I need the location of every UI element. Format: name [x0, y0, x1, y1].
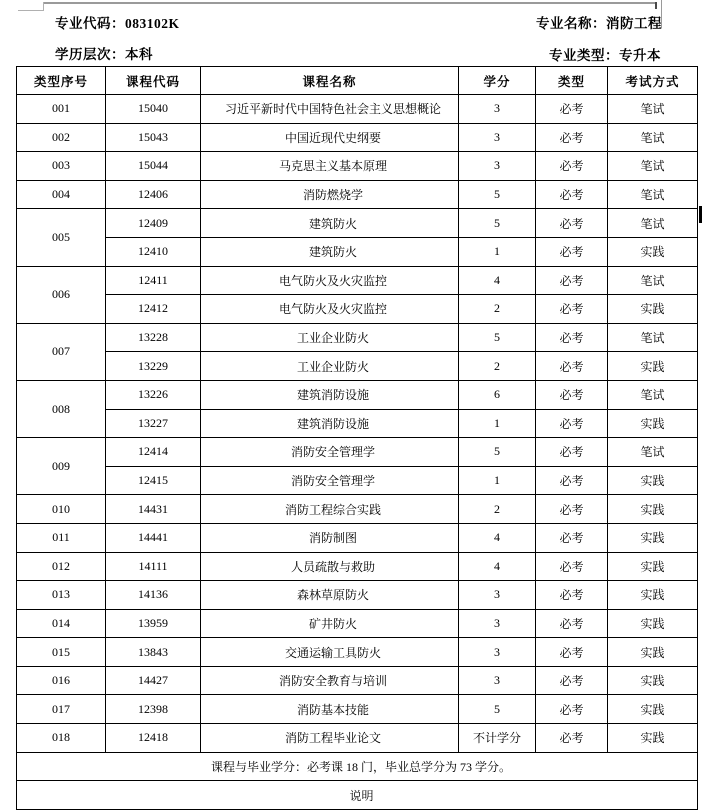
cell-course-code: 12411	[106, 266, 201, 295]
cell-group-no: 004	[17, 180, 106, 209]
cell-course-code: 13226	[106, 380, 201, 409]
table-row	[17, 180, 698, 209]
cell-course-name: 建筑防火	[201, 209, 459, 238]
page-frame-right-tick	[655, 2, 657, 9]
major-code-label: 专业代码：	[55, 16, 125, 31]
table-row	[17, 695, 698, 724]
cell-type: 必考	[536, 523, 608, 552]
cell-course-code: 14427	[106, 666, 201, 695]
cell-course-code: 12406	[106, 180, 201, 209]
cell-type: 必考	[536, 438, 608, 467]
major-code-field	[55, 12, 180, 32]
cell-exam: 笔试	[608, 95, 698, 124]
major-name-value: 消防工程	[606, 16, 662, 31]
cell-type: 必考	[536, 495, 608, 524]
table-row	[17, 495, 698, 524]
col-header-exam-method: 考试方式	[608, 67, 698, 95]
cell-credits: 5	[459, 695, 536, 724]
cell-exam: 笔试	[608, 438, 698, 467]
cell-course-name: 工业企业防火	[201, 352, 459, 381]
cell-course-name: 人员疏散与救助	[201, 552, 459, 581]
table-row	[17, 123, 698, 152]
cell-course-code: 13843	[106, 638, 201, 667]
col-header-credits: 学分	[459, 67, 536, 95]
cell-exam: 笔试	[608, 266, 698, 295]
cell-type: 必考	[536, 380, 608, 409]
table-row	[17, 209, 698, 238]
table-row	[17, 95, 698, 124]
major-name-label: 专业名称：	[536, 16, 606, 31]
cell-exam: 笔试	[608, 380, 698, 409]
cell-exam: 实践	[608, 466, 698, 495]
table-row	[17, 466, 698, 495]
table-header-row	[17, 67, 698, 95]
cell-course-code: 12412	[106, 295, 201, 324]
cell-course-code: 15040	[106, 95, 201, 124]
col-header-type: 类型	[536, 67, 608, 95]
cell-group-no: 010	[17, 495, 106, 524]
major-name-field	[536, 12, 662, 32]
cell-group-no: 013	[17, 581, 106, 610]
cell-course-code: 12414	[106, 438, 201, 467]
cell-credits: 3	[459, 152, 536, 181]
cell-type: 必考	[536, 323, 608, 352]
col-header-course-name: 课程名称	[201, 67, 459, 95]
cell-exam: 实践	[608, 724, 698, 753]
major-type-value: 专升本	[619, 48, 661, 63]
cell-credits: 2	[459, 295, 536, 324]
cell-credits: 4	[459, 523, 536, 552]
cell-credits: 3	[459, 95, 536, 124]
cell-course-name: 建筑防火	[201, 237, 459, 266]
cell-credits: 1	[459, 237, 536, 266]
cell-credits: 6	[459, 380, 536, 409]
cell-exam: 实践	[608, 581, 698, 610]
cell-course-code: 12415	[106, 466, 201, 495]
cell-group-no: 001	[17, 95, 106, 124]
cell-course-name: 消防安全教育与培训	[201, 666, 459, 695]
cell-exam: 笔试	[608, 152, 698, 181]
major-type-label: 专业类型：	[549, 48, 619, 63]
table-row	[17, 581, 698, 610]
cell-course-code: 12410	[106, 237, 201, 266]
table-row	[17, 237, 698, 266]
cell-type: 必考	[536, 581, 608, 610]
cell-course-code: 12409	[106, 209, 201, 238]
note-row-partial	[17, 781, 698, 810]
cell-course-code: 15044	[106, 152, 201, 181]
cell-type: 必考	[536, 666, 608, 695]
cell-type: 必考	[536, 295, 608, 324]
cell-course-code: 12398	[106, 695, 201, 724]
cell-credits: 5	[459, 323, 536, 352]
cell-credits: 5	[459, 209, 536, 238]
cell-type: 必考	[536, 209, 608, 238]
cell-exam: 实践	[608, 409, 698, 438]
cell-exam: 实践	[608, 552, 698, 581]
cell-type: 必考	[536, 237, 608, 266]
cell-type: 必考	[536, 552, 608, 581]
cell-course-code: 12418	[106, 724, 201, 753]
cell-type: 必考	[536, 123, 608, 152]
cell-credits: 4	[459, 552, 536, 581]
cell-credits: 不计学分	[459, 724, 536, 753]
cell-exam: 笔试	[608, 323, 698, 352]
cell-course-code: 13959	[106, 609, 201, 638]
cell-course-name: 消防基本技能	[201, 695, 459, 724]
cell-group-no: 008	[17, 380, 106, 437]
cell-course-name: 消防安全管理学	[201, 438, 459, 467]
cell-group-no: 007	[17, 323, 106, 380]
education-level-value: 本科	[125, 47, 153, 62]
table-row	[17, 666, 698, 695]
cell-course-name: 矿井防火	[201, 609, 459, 638]
table-row	[17, 724, 698, 753]
page-frame-top-line	[43, 2, 656, 4]
education-level-label: 学历层次：	[55, 47, 125, 62]
cell-course-name: 消防安全管理学	[201, 466, 459, 495]
cell-exam: 笔试	[608, 123, 698, 152]
cell-course-name: 中国近现代史纲要	[201, 123, 459, 152]
cell-course-name: 电气防火及火灾监控	[201, 266, 459, 295]
cell-course-name: 马克思主义基本原理	[201, 152, 459, 181]
col-header-course-code: 课程代码	[106, 67, 201, 95]
table-row	[17, 609, 698, 638]
cell-course-name: 建筑消防设施	[201, 380, 459, 409]
table-row	[17, 323, 698, 352]
cell-course-code: 14431	[106, 495, 201, 524]
cell-group-no: 011	[17, 523, 106, 552]
cell-course-code: 13229	[106, 352, 201, 381]
cell-course-code: 14111	[106, 552, 201, 581]
cell-course-name: 消防制图	[201, 523, 459, 552]
course-table	[16, 66, 698, 810]
cell-type: 必考	[536, 466, 608, 495]
cell-credits: 3	[459, 581, 536, 610]
cell-credits: 5	[459, 180, 536, 209]
table-row	[17, 523, 698, 552]
cell-course-code: 14136	[106, 581, 201, 610]
cell-group-no: 015	[17, 638, 106, 667]
cell-exam: 实践	[608, 495, 698, 524]
cell-credits: 2	[459, 495, 536, 524]
table-row	[17, 352, 698, 381]
cell-exam: 实践	[608, 352, 698, 381]
cell-type: 必考	[536, 180, 608, 209]
cell-credits: 3	[459, 609, 536, 638]
education-level-field	[55, 43, 153, 63]
page-frame-corner-step	[18, 10, 44, 11]
cell-type: 必考	[536, 95, 608, 124]
cell-group-no: 003	[17, 152, 106, 181]
cell-type: 必考	[536, 352, 608, 381]
cell-type: 必考	[536, 724, 608, 753]
cell-course-code: 13228	[106, 323, 201, 352]
page-frame-corner-step-vertical	[43, 2, 44, 11]
cell-credits: 5	[459, 438, 536, 467]
cell-exam: 笔试	[608, 180, 698, 209]
text-cursor-mark	[699, 206, 702, 223]
table-row	[17, 409, 698, 438]
table-row	[17, 295, 698, 324]
cell-course-name: 交通运输工具防火	[201, 638, 459, 667]
cell-type: 必考	[536, 638, 608, 667]
cell-group-no: 017	[17, 695, 106, 724]
cell-exam: 实践	[608, 295, 698, 324]
cell-exam: 实践	[608, 523, 698, 552]
cell-exam: 实践	[608, 695, 698, 724]
major-type-field	[549, 44, 661, 64]
cell-credits: 1	[459, 409, 536, 438]
cell-exam: 实践	[608, 638, 698, 667]
cell-type: 必考	[536, 266, 608, 295]
cell-course-name: 建筑消防设施	[201, 409, 459, 438]
cell-course-name: 消防工程综合实践	[201, 495, 459, 524]
table-row	[17, 266, 698, 295]
cell-exam: 实践	[608, 609, 698, 638]
cell-course-name: 工业企业防火	[201, 323, 459, 352]
cell-group-no: 009	[17, 438, 106, 495]
note-text: 说明	[17, 781, 698, 810]
summary-row	[17, 752, 698, 781]
cell-credits: 2	[459, 352, 536, 381]
summary-text: 课程与毕业学分：必考课 18 门，毕业总学分为 73 学分。	[17, 752, 698, 781]
cell-group-no: 014	[17, 609, 106, 638]
cell-course-code: 13227	[106, 409, 201, 438]
col-header-type-no: 类型序号	[17, 67, 106, 95]
cell-credits: 3	[459, 638, 536, 667]
cell-type: 必考	[536, 409, 608, 438]
cell-credits: 4	[459, 266, 536, 295]
cell-exam: 实践	[608, 666, 698, 695]
cell-group-no: 018	[17, 724, 106, 753]
cell-type: 必考	[536, 152, 608, 181]
table-row	[17, 380, 698, 409]
cell-exam: 笔试	[608, 209, 698, 238]
cell-course-code: 15043	[106, 123, 201, 152]
cell-course-name: 森林草原防火	[201, 581, 459, 610]
cell-exam: 实践	[608, 237, 698, 266]
table-row	[17, 438, 698, 467]
cell-group-no: 006	[17, 266, 106, 323]
cell-course-name: 消防工程毕业论文	[201, 724, 459, 753]
cell-course-code: 14441	[106, 523, 201, 552]
major-code-value: 083102K	[125, 16, 180, 31]
cell-course-name: 习近平新时代中国特色社会主义思想概论	[201, 95, 459, 124]
cell-type: 必考	[536, 695, 608, 724]
table-row	[17, 638, 698, 667]
cell-type: 必考	[536, 609, 608, 638]
cell-credits: 1	[459, 466, 536, 495]
table-row	[17, 152, 698, 181]
cell-group-no: 005	[17, 209, 106, 266]
table-row	[17, 552, 698, 581]
cell-course-name: 电气防火及火灾监控	[201, 295, 459, 324]
cell-group-no: 002	[17, 123, 106, 152]
cell-group-no: 012	[17, 552, 106, 581]
cell-group-no: 016	[17, 666, 106, 695]
cell-credits: 3	[459, 666, 536, 695]
cell-course-name: 消防燃烧学	[201, 180, 459, 209]
cell-credits: 3	[459, 123, 536, 152]
